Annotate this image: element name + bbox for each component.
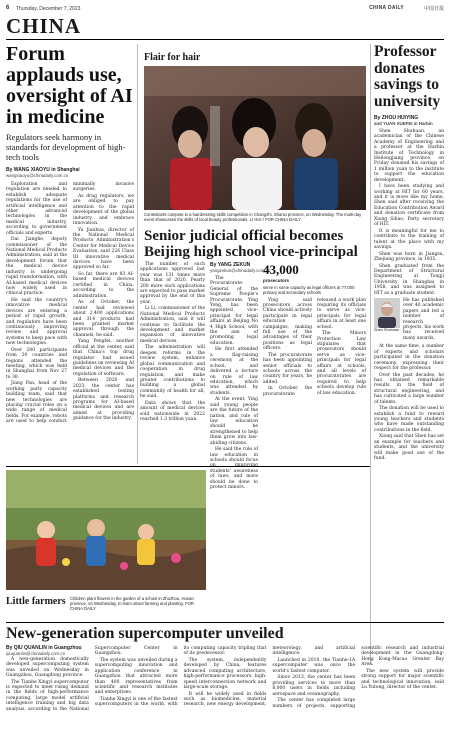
section-rule xyxy=(6,39,444,40)
supercomputer-byline: By QIU QUANLIN in Guangzhou xyxy=(6,645,82,651)
section-title: CHINA xyxy=(6,14,82,38)
supercomputer-story xyxy=(6,646,444,744)
paragraph: He said the country's innovative medical devices are entering a period of rapid growth, and regulators have been continuously improving review and approval systems to keep pace with new technologies. xyxy=(6,297,67,347)
paragraph: Ying said prosecutors across China should actively participate in legal education campaigns, making full use of the advantages of their positions as legal officers. xyxy=(263,297,312,352)
professor-story-title[interactable]: Professor donates savings to university xyxy=(374,43,441,110)
paragraph: Over 200 participants from 20 countries and regions attended the meeting, which was held in Shanghai from Nov 27 to 30. xyxy=(6,347,67,380)
prosecutors-stat-desc: serve in some capacity as legal officers at 77,000 primary and secondary schools xyxy=(263,284,355,295)
judicial-email[interactable]: yangzekun@chinadaily.com.cn xyxy=(210,268,271,273)
judicial-title-box xyxy=(144,228,366,258)
supercomputer-email[interactable]: qiuquanlin@chinadaily.com.cn xyxy=(6,651,66,657)
paragraph: The administration will deepen reforms in the review system, enhance global communication and cooperation in drug regulation, and make greater contributions to building a global community of health for all, he said. xyxy=(140,345,205,400)
ai-story-title[interactable]: Forum applauds use, oversight of AI in medicine xyxy=(6,43,133,128)
paragraph: Over the past decades, he has obtained remarkable results in the field of structural engineering, and has cultivated a large number of talents. xyxy=(374,372,444,405)
little-farmers-title: Little farmers xyxy=(6,596,66,607)
professor-byline: By ZHOU HUIYING xyxy=(374,115,419,121)
column-divider xyxy=(137,44,138,464)
professor-photo-caption: Shen Shuhuan xyxy=(374,327,400,332)
paragraph: It is meaningful for me to contribute to the training of talent at the place with my savings. xyxy=(374,228,444,250)
paragraph: As drug regulators, we are obliged to pay attention to the rapid development of the global industry, and embrace innovation. xyxy=(73,194,134,227)
publication-name-cn: 中国日报 xyxy=(423,6,444,12)
professor-photo-box xyxy=(374,298,400,342)
paragraph: The center has completed large numbers of projects, supporting scientific research and industrial development in the Guangdong-Hong Kong-Macao Greater Bay Area. xyxy=(272,646,444,709)
paragraph: In October, the procuratorate released a work plan requiring its officials to serve as vice-principals for legal affairs in at least one school. xyxy=(263,297,366,397)
paragraph: At the event, Ying said young people are the future of the nation, and rule of law education should be strengthened to help them grow into law-abiding citizens. xyxy=(210,397,258,446)
section-divider xyxy=(6,622,444,623)
ai-story-email[interactable]: wangxiaoyu@chinadaily.com.cn xyxy=(6,173,69,178)
ai-story-byline: By WANG XIAOYU in Shanghai xyxy=(6,167,80,173)
paragraph: Shen Shuhuan, an academician of the Chinese Academy of Engineering and a professor at the Harbin Institute of Technology in Heilongjiang province, on Friday donated his savings of 1 million yuan to the institute to support the education development. xyxy=(374,129,444,183)
farm-photo-illustration xyxy=(6,470,206,590)
section-divider xyxy=(6,466,370,467)
page-number: 6 xyxy=(6,5,10,11)
professor-side-text xyxy=(403,298,444,342)
paragraph: As of October, the center had reviewed about 2,400 applications and 314 products had been granted market approval through the channels, he said. xyxy=(73,300,134,338)
paragraph: He has published over 40 academic papers and led a number of research projects, his work has received many awards. xyxy=(403,297,444,341)
paragraph: The Minors Protection Law stipulates that prosecutors should serve as vice-principals for legal affairs at schools, and all levels of procuratorates are required to help schools develop rule of law education. xyxy=(317,331,366,396)
paragraph: Tianhe Xingyi is one of the fastest supercomputers in the world, with its computing capacity tripling that of its predecessor. xyxy=(94,646,267,708)
paragraph: Xiong said that Shen has set an example for teachers and students, and the university will make good use of the fund. xyxy=(374,434,445,462)
paragraph: Li Li, commissioner of the National Medical Products Administration, said it will continue to facilitate the development and market expansion of innovative medical devices. xyxy=(140,306,205,344)
paragraph: He first attended a flag-raising ceremony at the school, and delivered a lecture on rule of law education, which was attended by students. xyxy=(210,347,258,396)
paragraph: Data shows that the amount of medical devices sold nationwide in 2022 reached 1.3 trillion yuan. xyxy=(140,400,205,422)
paragraph: Since 2013, the center has been providing services to more than 8,000 users in fields including aerospace and oceanography. xyxy=(272,675,356,697)
professor-body xyxy=(374,129,444,461)
hair-photo-caption: Contestants compete in a hairdressing skills competition in Changzhi, Shanxi province, on Wednesday. The multi-day event showcases the skills of local beauty professionals. LI HUI / FOR CHINA DAILY xyxy=(144,212,362,222)
judicial-body-col1 xyxy=(210,276,258,490)
publication-name: CHINA DAILY xyxy=(369,5,404,11)
flair-kicker: Flair for hair xyxy=(144,52,201,63)
judicial-byline: By YANG ZEKUN xyxy=(210,262,251,268)
paragraph: A new-generation domestically developed supercomputing system was unveiled on Wednesday in Guangzhou, Guangdong province. xyxy=(6,656,89,679)
issue-date: Thursday, December 7, 2023 xyxy=(16,6,81,12)
paragraph: Exploration and regulation are needed to establish adequate regulations for the use of artificial intelligence and other advanced technologies in the medical industry, according to government officials and experts. xyxy=(6,182,67,236)
column-divider xyxy=(370,44,371,664)
paragraph: Between 2020 and 2023, the center has established testing platforms and research programs for AI-based medical devices and are aimed at providing guidance for the industry. xyxy=(73,378,134,422)
professor-byline-2: and YUAN XUEFEI in Harbin xyxy=(374,121,433,126)
ai-story-body xyxy=(6,182,134,454)
hair-photo-illustration xyxy=(144,66,366,210)
supercomputer-title[interactable]: New-generation supercomputer unveiled xyxy=(6,625,284,642)
ai-story-continued xyxy=(140,262,205,462)
hair-competition-photo[interactable] xyxy=(144,66,366,210)
paragraph: I have been studying and working at HIT for 60 years, and it is more like my home, Shen said after receiving the Education Contribution Award and donation certificate from Xiong Sihao, Party secretary of HIT. xyxy=(374,184,444,228)
paragraph: The Procuratorate-General of the Supreme People's Procuratorate, Ying Yong, has been appointed vice-principal for legal affairs at Beijing No 4 High School, with the aim of promoting legal education. xyxy=(210,276,258,346)
paragraph: The donation will be used to establish a fund to reward young teachers and students who have made outstanding contributions in the field. xyxy=(374,406,444,433)
judicial-story xyxy=(210,262,366,490)
paragraph: Dai Jianghe, deputy commissioner of the National Medical Products Administration, said at the development forum that the medical device industry is undergoing rapid transformation, with AI-based medical devices now widely used in clinical practice. xyxy=(6,237,67,297)
paragraph: The system was unveiled during a supercomputing innovation and application conference in Guangzhou that attracted more than 400 representatives from scientific and research institutes and enterprises. xyxy=(94,658,178,696)
judicial-story-title[interactable]: Senior judicial official becomes Beijing high school vice-principal xyxy=(144,228,358,260)
paragraph: Yu Jianhua, director of the National Medical Products Administration's Center for Medical Device Evaluation, said 226 Class III innovative medical devices have been approved so far. xyxy=(73,227,134,271)
paragraph: He said the rule of law education in schools should focus students' awareness of laws, and more should be done to protect minors. xyxy=(210,447,258,490)
paragraph: Jiang Pan, head of the working party capacity building team, said that new technologies are placing crucial roles on a wide range of medical fields. For example, robots are used to help conduct minimally invasive surgeries. xyxy=(6,182,134,425)
little-farmers-caption: Children plant flowers in the garden of a school in Zhuzhou, Hunan province, on Wednesday, to learn about farming and planting. FOR CHINA DAILY xyxy=(70,596,194,611)
paragraph: The Tianhe Xingyi supercomputer is expected to meet rising demand in the fields of high-performance computing, large model artificial intelligence training and big data analysis, according to the National Supercomputer Center in Guangzhou. xyxy=(6,646,178,712)
professor-story xyxy=(374,44,444,664)
paragraph: It will be widely used in fields such as biomedicine, material research, new energy development, meteorology, and artificial intelligence. xyxy=(183,646,356,708)
professor-photo-row xyxy=(374,298,444,342)
portrait-illustration xyxy=(374,298,400,328)
prosecutors-stat-label: prosecutors xyxy=(263,278,290,283)
paragraph: The number of such applications approved last year was 131 times more than that of 2020. Pearly 200 more such applications are expected to pass market approval by the end of this year. xyxy=(140,262,205,305)
paragraph: The new system will provide strong support for major scientific and technological innovation, said Lu Yutong, director of the center. xyxy=(361,668,444,691)
paragraph: Yang Pengfei, another official at the center, said that China's top drug regulator had issued guidelines on reviewing AI medical devices and the regulation of software. xyxy=(73,339,134,377)
page-header xyxy=(6,4,444,14)
supercomputer-body xyxy=(6,646,444,742)
paragraph: At the same time, a number of experts and scholars participated in the donation ceremony, expressing their respect for the professor. xyxy=(374,344,444,371)
paragraph: Launched in 2010, the Tianhe-1A supercomputer was once the world's fastest computer. xyxy=(272,658,356,674)
judicial-body-col2 xyxy=(263,298,366,458)
paragraph: The procuratorate has been appointing senior officials to schools across the country for years, he added. xyxy=(263,352,312,385)
paragraph: Shen graduated from the Department of Structural Engineering at Tongji University in Shanghai in 1958, and was assigned to HIT as a graduate student. xyxy=(374,263,444,296)
ai-story-deck: Regulators seek harmony in standards for development of high-tech tools xyxy=(6,132,126,162)
little-farmers-photo[interactable] xyxy=(6,470,206,590)
ai-story xyxy=(6,44,134,464)
professor-portrait[interactable] xyxy=(374,298,400,328)
paragraph: The system, independently developed by China, features advanced computing architecture, high-performance processors, high-speed interconnection network and large-scale storage. xyxy=(183,658,267,691)
paragraph: So far, there are 83 AI-based medical devices certified in China, according to the administration. xyxy=(73,272,134,299)
paragraph: Shen was born in Jiangsu, Zhejiang province, in 1935. xyxy=(374,251,444,262)
prosecutors-stat-number: 43,000 xyxy=(263,262,299,277)
